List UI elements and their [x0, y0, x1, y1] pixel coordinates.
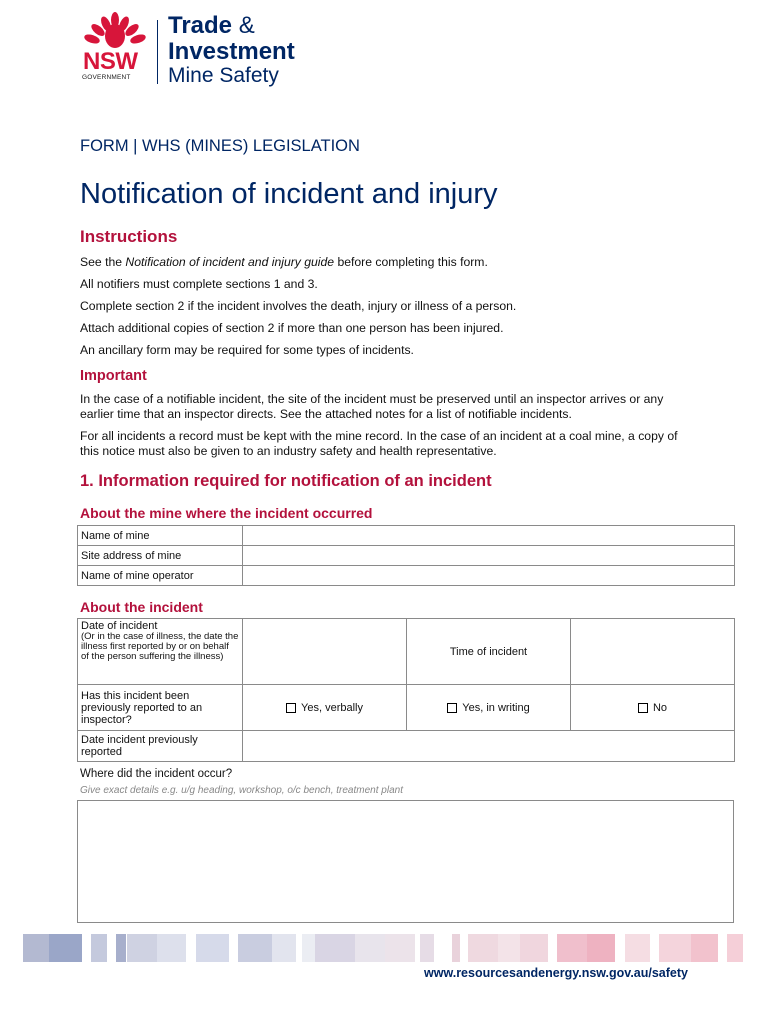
option-yes-verbally[interactable] — [243, 685, 407, 731]
option-no-label: No — [652, 701, 668, 714]
strip-block — [157, 934, 186, 962]
date-of-incident-field[interactable] — [243, 619, 407, 685]
time-of-incident-label: Time of incident — [407, 619, 571, 685]
table-row — [78, 546, 735, 566]
footer-url: www.resourcesandenergy.nsw.gov.au/safety — [424, 966, 688, 980]
brand-trade — [168, 14, 255, 38]
strip-block — [49, 934, 82, 962]
strip-block — [587, 934, 615, 962]
instructions-line-4: Attach additional copies of section 2 if more than one person has been injured. — [80, 321, 504, 335]
option-no[interactable] — [571, 685, 735, 731]
section-1-heading: 1. Information required for notification of an incident — [80, 472, 492, 490]
strip-block — [625, 934, 650, 962]
option-yes-in-writing-label: Yes, in writing — [462, 701, 530, 714]
important-paragraph-2: For all incidents a record must be kept with the mine record. In the case of an incident at a coal mine, a copy of this notice must also be given to an industry safety and health representative. — [80, 429, 678, 458]
mine-subheading: About the mine where the incident occurred — [80, 505, 373, 521]
form-label: FORM | WHS (MINES) LEGISLATION — [80, 137, 360, 155]
site-address-label: Site address of mine — [78, 546, 243, 566]
where-occurred-label: Where did the incident occur? — [80, 768, 233, 780]
brand-division: Mine Safety — [168, 64, 279, 87]
table-row — [78, 685, 735, 731]
table-row — [78, 566, 735, 586]
instructions-heading: Instructions — [80, 227, 178, 246]
table-row — [78, 526, 735, 546]
logo-nsw-text: NSW — [83, 48, 138, 75]
guide-reference: Notification of incident and injury guide — [125, 255, 335, 269]
strip-block — [557, 934, 587, 962]
strip-block — [23, 934, 49, 962]
strip-block — [452, 934, 460, 962]
mine-name-label: Name of mine — [78, 526, 243, 546]
waratah-logo-icon — [80, 12, 150, 52]
page-title: Notification of incident and injury — [80, 178, 498, 210]
strip-block — [468, 934, 498, 962]
strip-block — [315, 934, 355, 962]
strip-block — [238, 934, 272, 962]
where-occurred-hint: Give exact details e.g. u/g heading, workshop, o/c bench, treatment plant — [80, 785, 403, 796]
strip-block — [355, 934, 385, 962]
incident-details-table — [77, 618, 735, 762]
strip-block — [659, 934, 691, 962]
checkbox-icon[interactable] — [286, 703, 296, 713]
time-of-incident-field[interactable] — [571, 619, 735, 685]
brand-trade-word: Trade — [168, 12, 233, 39]
option-yes-in-writing[interactable] — [407, 685, 571, 731]
brand-investment: Investment — [168, 38, 295, 65]
date-of-incident-cell — [78, 619, 243, 685]
strip-block — [272, 934, 296, 962]
logo-government-text: GOVERNMENT — [82, 74, 131, 81]
mine-operator-field[interactable] — [243, 566, 735, 586]
important-paragraph-1: In the case of a notifiable incident, the site of the incident must be preserved until an inspector arrives or any earlier time that an inspector directs. See the attached notes for a list of notifiable incidents. — [80, 392, 664, 421]
strip-block — [116, 934, 126, 962]
strip-block — [420, 934, 434, 962]
brand-ampersand: & — [238, 12, 255, 39]
date-of-incident-label: Date of incident — [81, 620, 158, 632]
strip-block — [385, 934, 415, 962]
option-yes-verbally-label: Yes, verbally — [301, 701, 363, 714]
date-previously-reported-label: Date incident previously reported — [78, 731, 243, 762]
date-of-incident-note: (Or in the case of illness, the date the illness first reported by or on behalf of the person suffering the illness) — [81, 631, 239, 662]
where-occurred-textarea[interactable] — [77, 800, 734, 923]
strip-block — [727, 934, 743, 962]
previously-reported-label: Has this incident been previously reported to an inspector? — [78, 685, 243, 731]
site-address-field[interactable] — [243, 546, 735, 566]
strip-block — [691, 934, 718, 962]
mine-name-field[interactable] — [243, 526, 735, 546]
checkbox-icon[interactable] — [638, 703, 648, 713]
strip-block — [498, 934, 520, 962]
important-heading: Important — [80, 368, 147, 384]
instructions-line-2: All notifiers must complete sections 1 and 3. — [80, 277, 318, 291]
checkbox-icon[interactable] — [447, 703, 457, 713]
instructions-line-1-post: before completing this form. — [334, 255, 488, 269]
instructions-line-5: An ancillary form may be required for some types of incidents. — [80, 343, 414, 357]
instructions-line-1-pre: See the — [80, 255, 126, 269]
strip-block — [196, 934, 229, 962]
table-row — [78, 619, 735, 685]
logo-divider — [157, 20, 158, 84]
incident-subheading: About the incident — [80, 599, 203, 615]
instructions-line-1 — [80, 255, 488, 270]
strip-block — [127, 934, 157, 962]
strip-block — [520, 934, 548, 962]
date-previously-reported-field[interactable] — [243, 731, 735, 762]
instructions-line-3: Complete section 2 if the incident involves the death, injury or illness of a person. — [80, 299, 517, 313]
strip-block — [302, 934, 315, 962]
table-row — [78, 731, 735, 762]
mine-details-table — [77, 525, 735, 586]
strip-block — [91, 934, 107, 962]
mine-operator-label: Name of mine operator — [78, 566, 243, 586]
